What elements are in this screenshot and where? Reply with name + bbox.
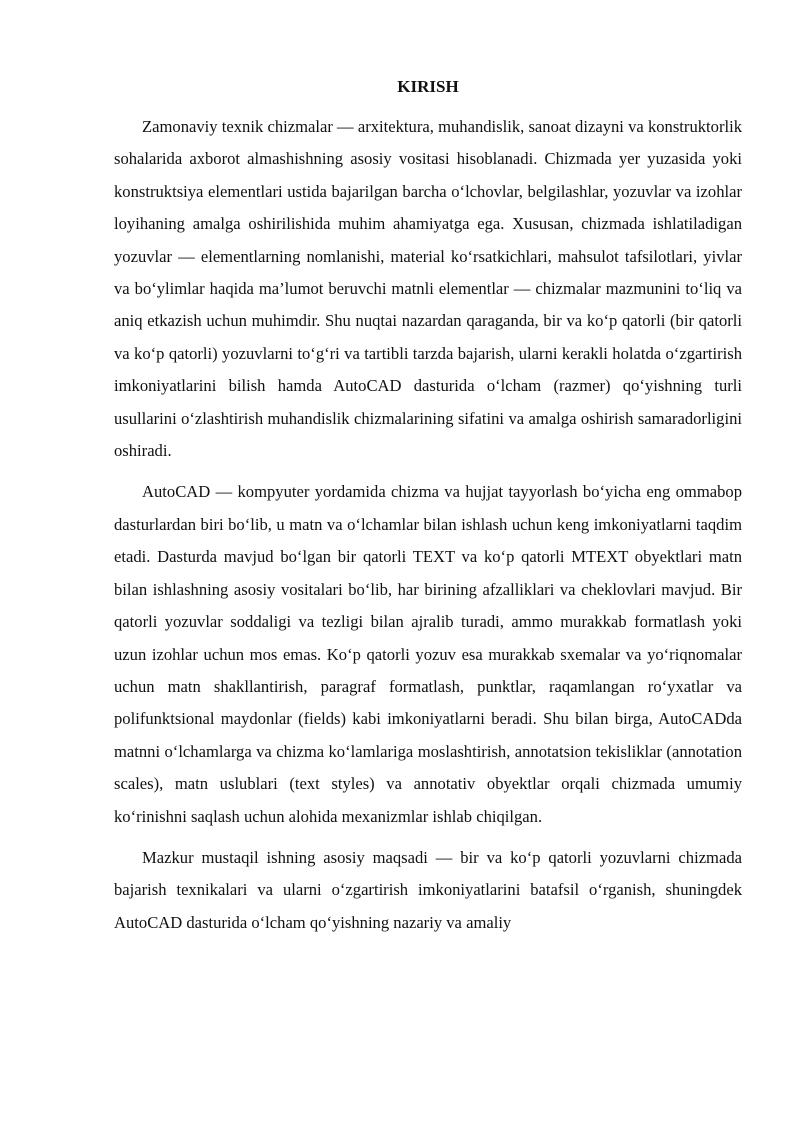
- paragraph-intro: Zamonaviy texnik chizmalar — arxitektura, muhandislik, sanoat dizayni va konstruktorlik sohalarida axborot almashishning asosiy vositasi hisoblanadi. Chizmada yer yuzasida yoki konstruktsiya elementlari ustida bajarilgan barcha o‘lchovlar, belgilashlar, yozuvlar va izohlar loyihaning amalga oshirilishida muhim ahamiyatga ega. Xususan, chizmada ishlatiladigan yozuvlar — elementlarning nomlanishi, material ko‘rsatkichlari, mahsulot tafsilotlari, yivlar va bo‘ylimlar haqida ma’lumot beruvchi matnli elementlar — chizmalar mazmunini to‘liq va aniq etkazish uchun muhimdir. Shu nuqtai nazardan qaraganda, bir va ko‘p qatorli (bir qatorli va ko‘p qatorli) yozuvlarni to‘g‘ri va tartibli tarzda bajarish, ularni kerakli holatda o‘zgartirish imkoniyatlarini bilish hamda AutoCAD dasturida o‘lcham (razmer) qo‘yishning turli usullarini o‘zlashtirish muhandislik chizmalarining sifatini va amalga oshirish samaradorligini oshiradi.: [114, 117, 742, 461]
- page-title: KIRISH: [397, 77, 459, 96]
- page-content: [114, 76, 742, 948]
- paragraph-autocad: AutoCAD — kompyuter yordamida chizma va hujjat tayyorlash bo‘yicha eng ommabop dasturlardan biri bo‘lib, u matn va o‘lchamlar bilan ishlash uchun keng imkoniyatlarni taqdim etadi. Dasturda mavjud bo‘lgan bir qatorli TEXT va ko‘p qatorli MTEXT obyektlari matn bilan ishlashning asosiy vositalari bo‘lib, har birining afzalliklari va cheklovlari mavjud. Bir qatorli yozuvlar soddaligi va tezligi bilan ajralib turadi, ammo murakkab formatlash yoki uzun izohlar uchun mos emas. Ko‘p qatorli yozuv esa murakkab sxemalar va yo‘riqnomalar uchun matn shakllantirish, paragraf formatlash, punktlar, raqamlangan ro‘yxatlar va polifunktsional maydonlar (fields) kabi imkoniyatlarni beradi. Shu bilan birga, AutoCADda matnni o‘lchamlarga va chizma ko‘lamlariga moslashtirish, annotatsion tekisliklar (annotation scales), matn uslublari (text styles) va annotativ obyektlar orqali chizmada umumiy ko‘rinishni saqlash uchun alohida mexanizmlar ishlab chiqilgan.: [114, 482, 742, 826]
- paragraph-goal: Mazkur mustaqil ishning asosiy maqsadi — bir va ko‘p qatorli yozuvlarni chizmada bajarish texnikalari va ularni o‘zgartirish imkoniyatlarini batafsil o‘rganish, shuningdek AutoCAD dasturida o‘lcham qo‘yishning nazariy va amaliy: [114, 847, 742, 932]
